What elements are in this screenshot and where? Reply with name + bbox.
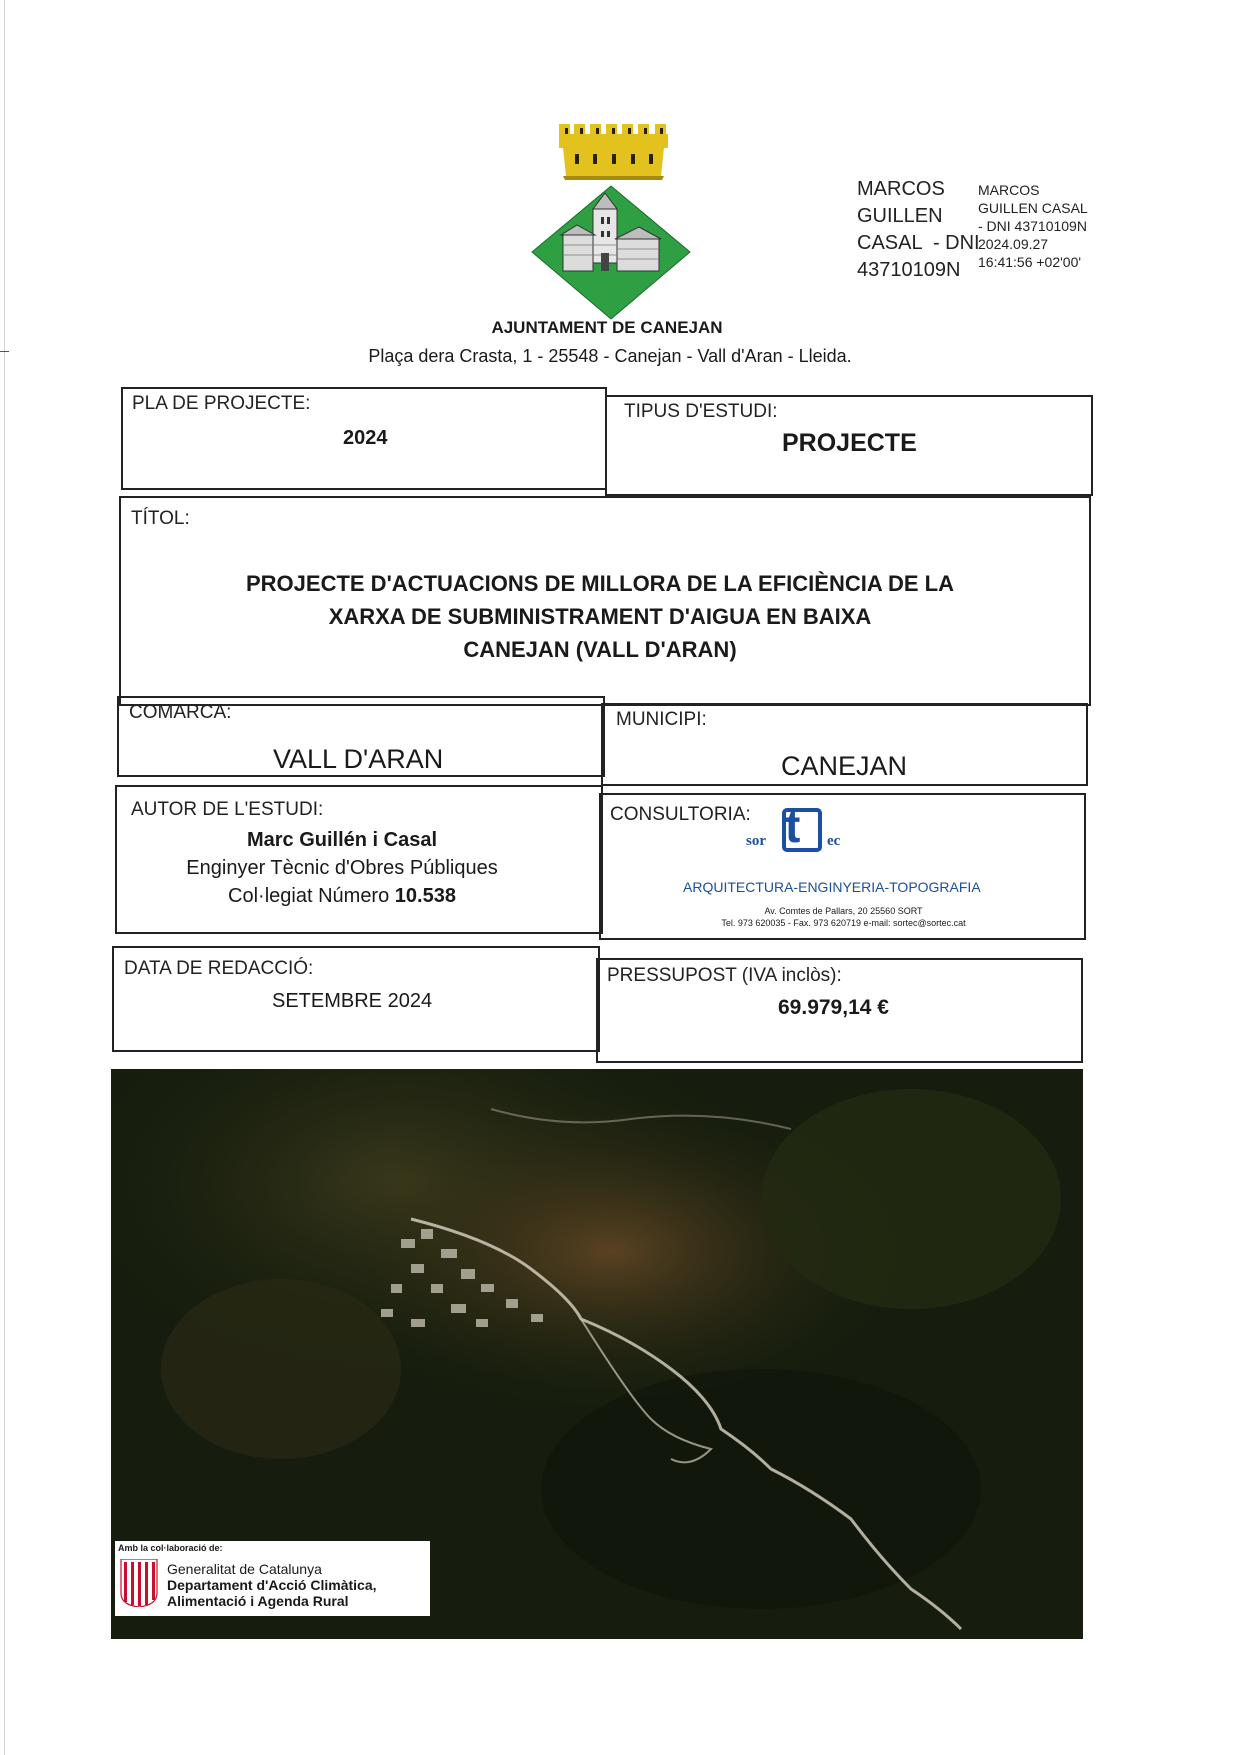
collaboration-line-2: Departament d'Acció Climàtica, (167, 1577, 377, 1593)
plan-label: PLA DE PROJECTE: (132, 393, 311, 414)
author-name: Marc Guillén i Casal (246, 829, 438, 851)
signature-details: MARCOS GUILLEN CASAL - DNI 43710109N 2024.09.27 16:41:56 +02'00' (978, 182, 1088, 270)
author-box (115, 785, 603, 934)
comarca-label: COMARCA: (129, 702, 232, 723)
margin-tick (0, 351, 9, 352)
plan-value: 2024 (343, 427, 388, 449)
municipi-value: CANEJAN (781, 751, 908, 781)
date-label: DATA DE REDACCIÓ: (124, 958, 314, 979)
collaboration-line-3: Alimentació i Agenda Rural (167, 1593, 349, 1609)
sortec-logo (741, 800, 861, 856)
author-details (157, 826, 527, 910)
study-type-label: TIPUS D'ESTUDI: (624, 401, 778, 422)
comarca-value: VALL D'ARAN (273, 744, 444, 774)
town-hall-name: AJUNTAMENT DE CANEJAN (491, 318, 723, 337)
title-label: TÍTOL: (131, 508, 190, 529)
author-college: Col·legiat Número 10.538 (228, 885, 456, 907)
project-title: PROJECTE D'ACTUACIONS DE MILLORA DE LA EFICIÈNCIA DE LA XARXA DE SUBMINISTRAMENT D'AIGUA EN BAIXA CANEJAN (VALL D'ARAN) (245, 571, 955, 662)
author-role: Enginyer Tècnic d'Obres Públiques (186, 857, 498, 879)
budget-label: PRESSUPOST (IVA inclòs): (607, 965, 842, 986)
date-box (112, 946, 600, 1052)
collaboration-label: Amb la col·laboració de: (118, 1543, 223, 1553)
consultancy-tagline: ARQUITECTURA-ENGINYERIA-TOPOGRAFIA (683, 879, 981, 895)
budget-box (596, 958, 1083, 1063)
logo-ec: ec (827, 833, 841, 849)
consultancy-address: Av. Comtes de Pallars, 20 25560 SORT (764, 906, 923, 916)
collaboration-line-1: Generalitat de Catalunya (167, 1561, 322, 1577)
study-type-box (605, 395, 1093, 496)
consultancy-contact: Tel. 973 620035 - Fax. 973 620719 e-mail: sortec@sortec.cat (721, 918, 966, 928)
plan-box (121, 387, 607, 490)
municipi-box (601, 703, 1088, 786)
gencat-flag-icon (119, 1559, 159, 1607)
town-hall-address: Plaça dera Crasta, 1 - 25548 - Canejan - Vall d'Aran - Lleida. (368, 346, 852, 366)
study-type-value: PROJECTE (782, 429, 917, 457)
consultancy-box (599, 793, 1086, 940)
crown-icon (557, 124, 670, 181)
page-edge-line (4, 0, 5, 1755)
signature-name-large: MARCOS GUILLEN CASAL - DNI 43710109N (857, 178, 980, 281)
date-value: SETEMBRE 2024 (272, 990, 433, 1012)
collaboration-text (167, 1561, 377, 1609)
budget-value: 69.979,14 € (778, 996, 889, 1019)
municipi-label: MUNICIPI: (616, 709, 707, 730)
logo-t: t (785, 800, 801, 852)
shield-icon (531, 185, 691, 320)
collaboration-logo (115, 1541, 430, 1616)
author-label: AUTOR DE L'ESTUDI: (131, 799, 324, 820)
comarca-box (117, 696, 605, 777)
consultancy-label: CONSULTORIA: (610, 804, 751, 825)
logo-sor: sor (746, 833, 766, 849)
